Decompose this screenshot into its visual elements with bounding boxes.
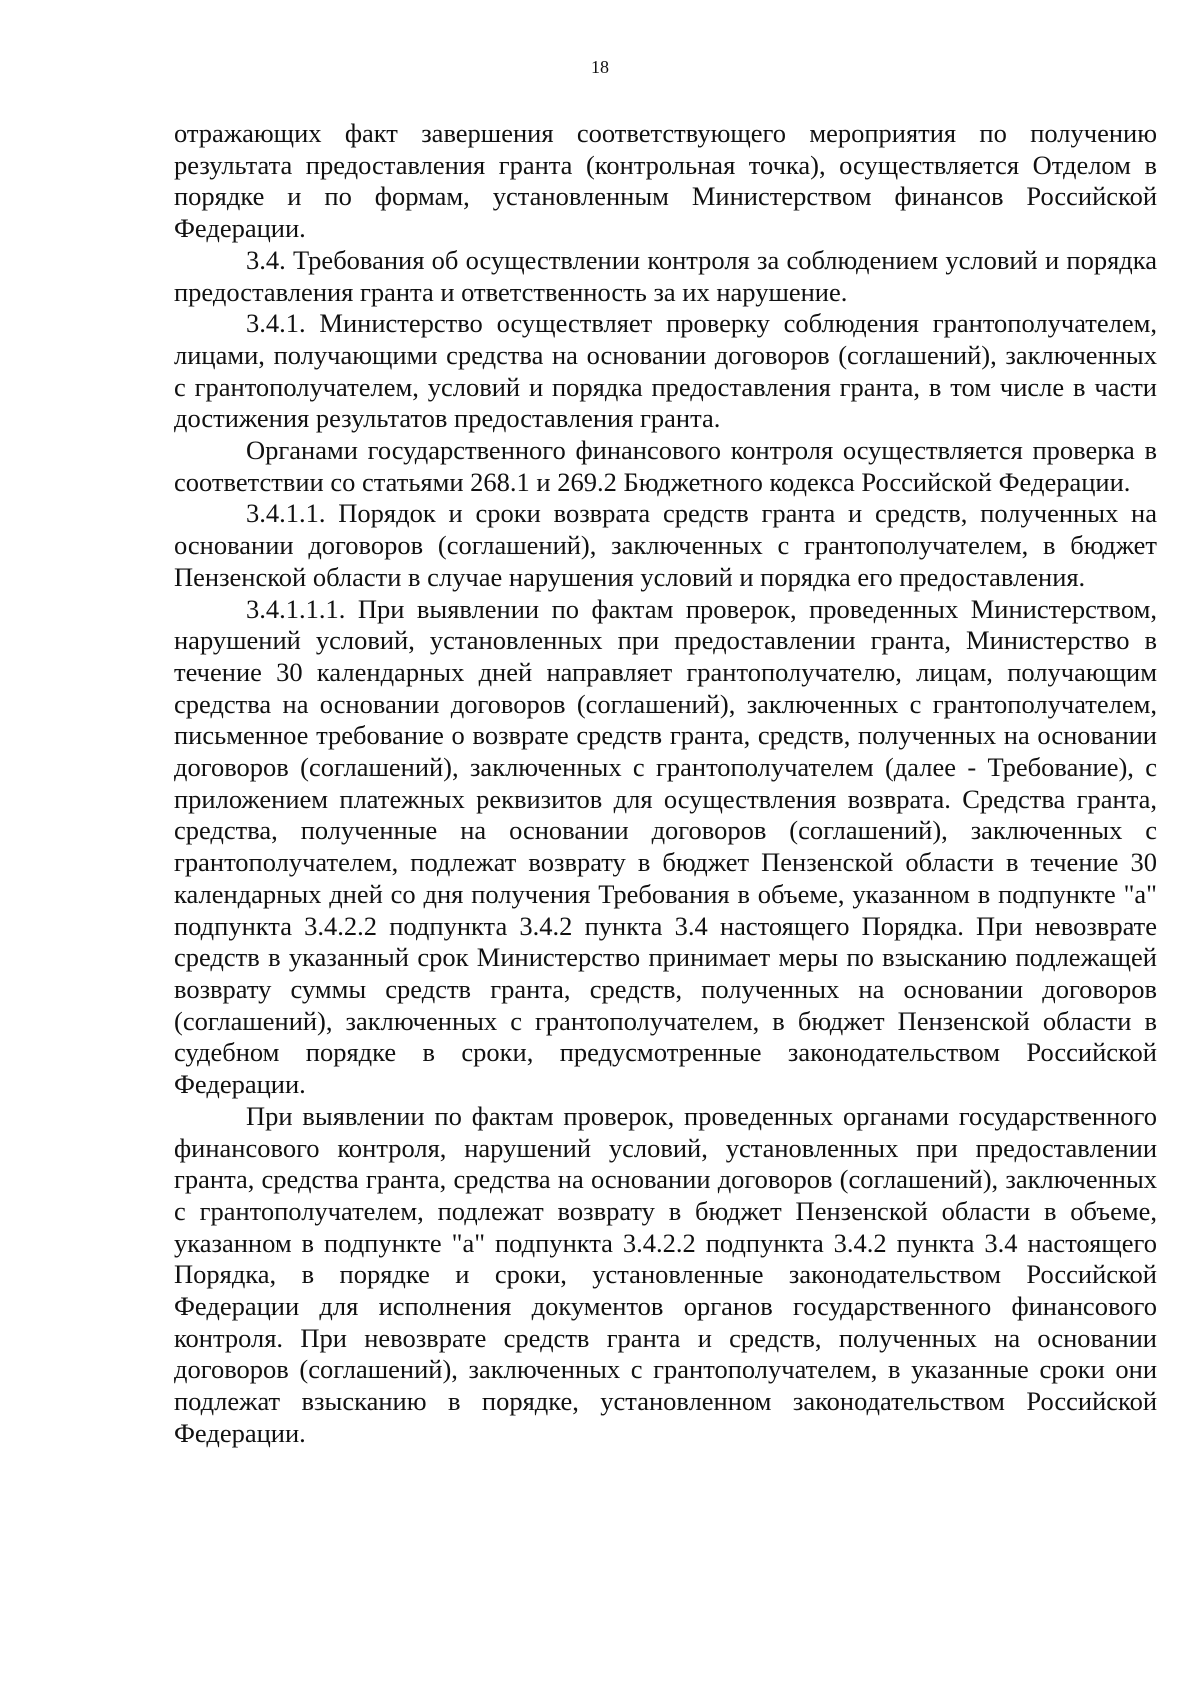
paragraph-state-control-violations: При выявлении по фактам проверок, проведенных органами государственного финансового контроля, нарушений условий, установленных при предоставлении гранта, средства гранта, средства на основании договоров (соглашений), заключенных с грантополучателем, подлежат возврату в бюджет Пензенской области в объеме, указанном в подпункте "а" подпункта 3.4.2.2 подпункта 3.4.2 пункта 3.4 настоящего Порядка, в порядке и сроки, установленные законодательством Российской Федерации для исполнения документов органов государственного финансового контроля. При невозврате средств гранта и средств, полученных на основании договоров (соглашений), заключенных с грантополучателем, в указанные сроки они подлежат взысканию в порядке, установленном законодательством Российской Федерации. <box>174 1100 1157 1448</box>
paragraph-state-control: Органами государственного финансового контроля осуществляется проверка в соответствии со статьями 268.1 и 269.2 Бюджетного кодекса Российской Федерации. <box>174 435 1157 497</box>
paragraph-continuation: отражающих факт завершения соответствующего мероприятия по получению результата предоставления гранта (контрольная точка), осуществляется Отделом в порядке и по формам, установленным Министерством финансов Российской Федерации. <box>174 118 1157 244</box>
page-number: 18 <box>591 57 609 77</box>
paragraph-section-3-4-1: 3.4.1. Министерство осуществляет проверку соблюдения грантополучателем, лицами, получающими средства на основании договоров (соглашений), заключенных с грантополучателем, условий и порядка предоставления гранта, в том числе в части достижения результатов предоставления гранта. <box>174 308 1157 434</box>
paragraph-section-3-4-1-1-1: 3.4.1.1.1. При выявлении по фактам проверок, проведенных Министерством, нарушений условий, установленных при предоставлении гранта, Министерство в течение 30 календарных дней направляет грантополучателю, лицам, получающим средства на основании договоров (соглашений), заключенных с грантополучателем, письменное требование о возврате средств гранта, средств, полученных на основании договоров (соглашений), заключенных с грантополучателем (далее - Требование), с приложением платежных реквизитов для осуществления возврата. Средства гранта, средства, полученные на основании договоров (соглашений), заключенных с грантополучателем, подлежат возврату в бюджет Пензенской области в течение 30 календарных дней со дня получения Требования в объеме, указанном в подпункте "а" подпункта 3.4.2.2 подпункта 3.4.2 пункта 3.4 настоящего Порядка. При невозврате средств в указанный срок Министерство принимает меры по взысканию подлежащей возврату суммы средств гранта, средств, полученных на основании договоров (соглашений), заключенных с грантополучателем, в бюджет Пензенской области в судебном порядке в сроки, предусмотренные законодательством Российской Федерации. <box>174 593 1157 1100</box>
paragraph-section-3-4-1-1: 3.4.1.1. Порядок и сроки возврата средств гранта и средств, полученных на основании договоров (соглашений), заключенных с грантополучателем, в бюджет Пензенской области в случае нарушения условий и порядка его предоставления. <box>174 498 1157 592</box>
document-body <box>174 118 1157 1450</box>
paragraph-section-3-4: 3.4. Требования об осуществлении контроля за соблюдением условий и порядка предоставления гранта и ответственность за их нарушение. <box>174 244 1157 307</box>
